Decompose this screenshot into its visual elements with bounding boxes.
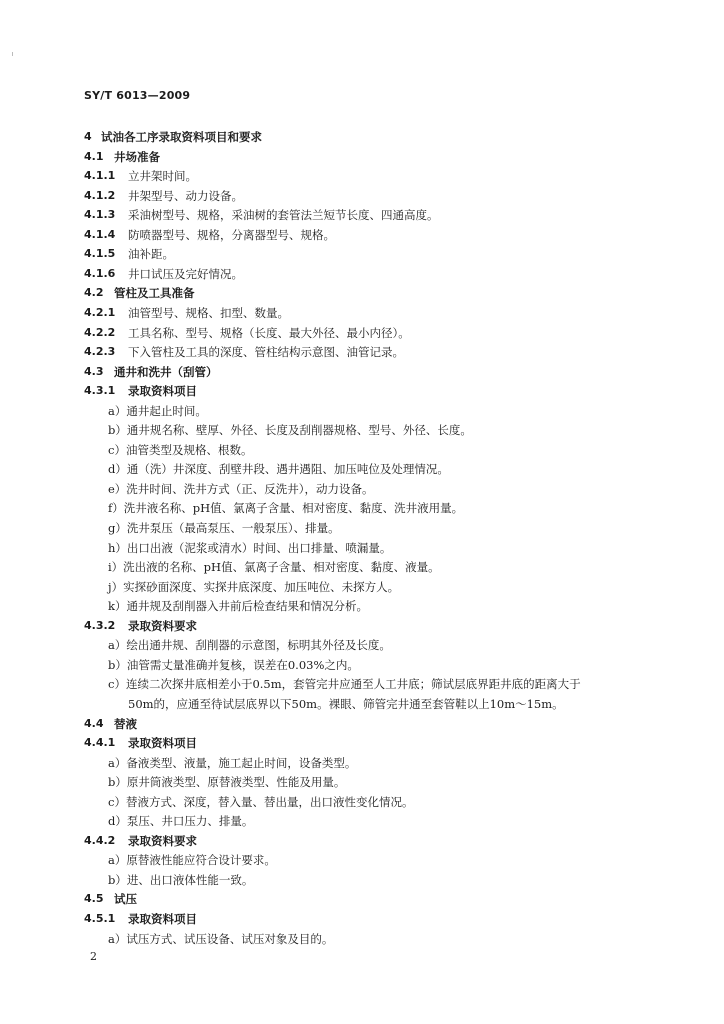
clause-text: a）备液类型、液量，施工起止时间，设备类型。 [108,755,357,770]
section-heading: 录取资料要求 [128,618,197,633]
clause-text: a）原替液性能应符合设计要求。 [108,853,276,868]
section-heading: 井场准备 [114,149,160,164]
section-heading: 试油各工序录取资料项目和要求 [101,130,262,144]
clause-number: 4.5 [84,892,104,906]
clause-text: k）通井规及刮削器入井前后检查结果和情况分析。 [108,599,368,614]
clause-text: 50m的，应通至待试层底界以下50m。裸眼、筛管完井通至套管鞋以上10m～15m。 [128,696,564,711]
clause-number: 4 [84,130,92,143]
clause-number: 4.1.6 [84,266,116,280]
clause-text: g）洗井泵压（最高泵压、一般泵压）、排量。 [108,521,340,535]
section-heading: 试压 [114,892,137,907]
clause-number: 4.1.3 [84,208,116,222]
clause-text: c）连续二次探井底相差小于0.5m，套管完井应通至人工井底；筛试层底界距井底的距离大于 [108,677,581,692]
standard-code-header: SY/T 6013—2009 [84,89,191,102]
clause-number: 4.1.4 [84,227,116,241]
clause-number: 4.4.1 [84,736,116,750]
clause-number: 4.1.2 [84,188,116,202]
clause-text: 立井架时间。 [128,169,197,184]
clause-number: 4.2.2 [84,325,116,339]
clause-text: a）绘出通井规、刮削器的示意图，标明其外径及长度。 [108,638,391,653]
clause-text: b）原井筒液类型、原替液类型、性能及用量。 [108,775,346,790]
clause-number: 4.3.2 [84,618,116,632]
clause-text: 下入管柱及工具的深度、管柱结构示意图、油管记录。 [128,345,404,360]
clause-number: 4.1 [84,149,104,163]
clause-text: b）油管需丈量准确并复核，误差在0.03%之内。 [108,657,359,672]
section-heading: 通井和洗井（刮管） [114,364,218,379]
clause-number: 4.4.2 [84,833,116,847]
clause-text: a）通井起止时间。 [108,403,207,418]
clause-text: 油补距。 [128,247,174,262]
clause-text: a）试压方式、试压设备、试压对象及目的。 [108,931,334,946]
section-heading: 录取资料项目 [128,736,197,751]
clause-text: d）泵压、井口压力、排量。 [108,814,254,829]
page-number: 2 [90,950,97,963]
clause-text: e）洗井时间、洗井方式（正、反洗井），动力设备。 [108,481,374,496]
section-heading: 录取资料要求 [128,833,197,848]
clause-text: 井架型号、动力设备。 [128,188,243,203]
clause-number: 4.4 [84,716,104,730]
clause-text: c）替液方式、深度，替入量、替出量，出口液性变化情况。 [108,794,414,809]
clause-text: c）油管类型及规格、根数。 [108,442,253,457]
clause-text: f）洗井液名称、pH值、氯离子含量、相对密度、黏度、洗井液用量。 [108,501,464,516]
clause-text: b）通井规名称、壁厚、外径、长度及刮削器规格、型号、外径、长度。 [108,423,472,438]
section-heading: 管柱及工具准备 [114,286,195,301]
clause-text: d）通（洗）井深度、刮壁井段、遇井遇阻、加压吨位及处理情况。 [108,462,449,477]
section-heading: 录取资料项目 [128,912,197,926]
clause-number: 4.2.1 [84,305,116,319]
clause-number: 4.1.1 [84,169,116,183]
clause-number: 4.5.1 [84,912,116,925]
clause-number: 4.1.5 [84,247,116,261]
clause-text: i）洗出液的名称、pH值、氯离子含量、相对密度、黏度、液量。 [108,560,440,575]
clause-text: 采油树型号、规格，采油树的套管法兰短节长度、四通高度。 [128,208,439,223]
clause-text: h）出口出液（泥浆或清水）时间、出口排量、喷漏量。 [108,540,392,555]
clause-text: 油管型号、规格、扣型、数量。 [128,305,289,320]
clause-text: 井口试压及完好情况。 [128,266,243,281]
clause-text: 工具名称、型号、规格（长度、最大外径、最小内径）。 [128,325,410,340]
clause-text: b）进、出口液体性能一致。 [108,872,254,887]
clause-number: 4.3 [84,364,104,378]
section-heading: 替液 [114,716,137,731]
clause-number: 4.3.1 [84,384,116,398]
clause-text: j）实探砂面深度、实探井底深度、加压吨位、未探方人。 [108,579,400,594]
clause-text: 防喷器型号、规格，分离器型号、规格。 [128,227,335,242]
clause-number: 4.2 [84,286,104,300]
clause-number: 4.2.3 [84,345,116,359]
section-heading: 录取资料项目 [128,384,197,399]
